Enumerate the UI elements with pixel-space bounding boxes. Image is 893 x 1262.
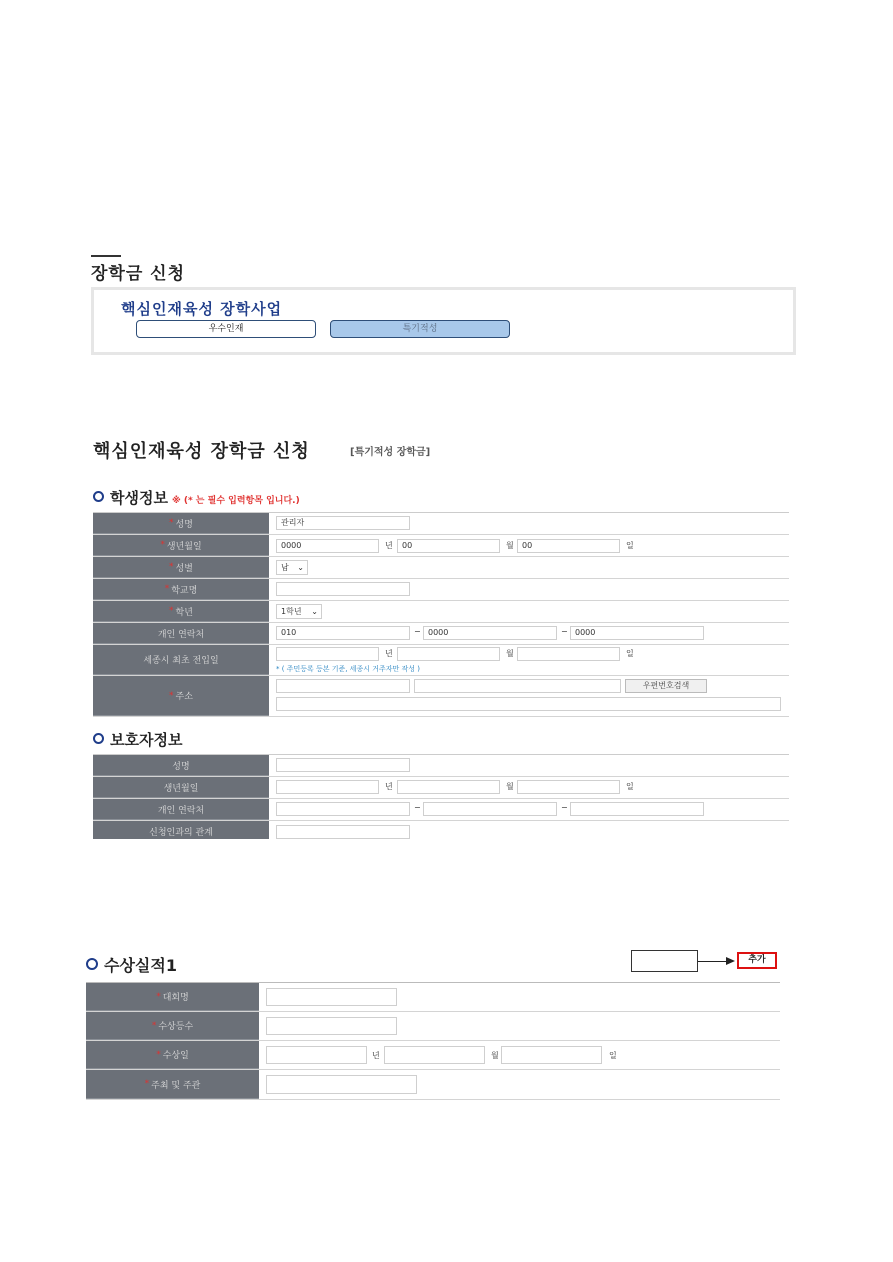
- bullet-circle-icon: [86, 958, 98, 970]
- label-grade: 학년: [175, 607, 193, 618]
- birth-day-input[interactable]: 00: [517, 539, 620, 553]
- page-title: 장학금 신청: [91, 264, 186, 284]
- table-row: * 대회명: [86, 983, 780, 1012]
- movein-hint: * ( 주민등록 등본 기준, 세종시 거주자만 작성 ): [276, 665, 420, 673]
- table-row: * 학년 1학년 ⌄: [93, 601, 789, 623]
- table-row: 개인 연락처 − −: [93, 799, 789, 821]
- table-row: [93, 821, 789, 839]
- awards-table: [86, 982, 780, 1100]
- address2-input[interactable]: [276, 697, 781, 711]
- arrow-right-icon: [726, 957, 735, 965]
- birth-month-input[interactable]: 00: [397, 539, 500, 553]
- label-award-date: 수상일: [162, 1051, 189, 1061]
- callout-box: [631, 950, 698, 972]
- gender-select[interactable]: 남 ⌄: [276, 560, 308, 575]
- phone3-input[interactable]: 0000: [570, 626, 704, 640]
- label-gender: 성별: [175, 563, 193, 574]
- label-name: 성명: [175, 519, 193, 530]
- chevron-down-icon: ⌄: [311, 607, 318, 616]
- grade-select[interactable]: 1학년 ⌄: [276, 604, 322, 619]
- birth-year-input[interactable]: 0000: [276, 539, 379, 553]
- guardian-name-input[interactable]: [276, 758, 410, 772]
- guardian-phone3-input[interactable]: [570, 802, 704, 816]
- table-row: [93, 755, 789, 777]
- bullet-circle-icon: [93, 491, 104, 502]
- label-guardian-phone: 개인 연락처: [157, 805, 205, 816]
- guardian-birth-day-input[interactable]: [517, 780, 620, 794]
- program-title: 핵심인재육성 장학사업: [121, 300, 283, 318]
- host-input[interactable]: [266, 1075, 417, 1094]
- award-rank-input[interactable]: [266, 1017, 397, 1035]
- guardian-birth-year-input[interactable]: [276, 780, 379, 794]
- table-row: * 학교명: [93, 579, 789, 601]
- student-info-table: [93, 512, 789, 717]
- label-guardian-birth: 생년월일: [163, 783, 199, 794]
- table-row: * 주최 및 주관: [86, 1070, 780, 1100]
- phone1-input[interactable]: 010: [276, 626, 410, 640]
- label-movein: 세종시 최초 전입일: [143, 656, 219, 666]
- table-row: 세종시 최초 전입일 년 월 일 * ( 주민등록 등본 기준, 세종시 거주자만 작성 ): [93, 645, 789, 676]
- zipcode-search-button[interactable]: 우편번호검색: [625, 679, 707, 693]
- title-rule: [91, 255, 121, 257]
- scholarship-type-tag: [특기적성 장학금]: [350, 447, 431, 458]
- contest-name-input[interactable]: [266, 988, 397, 1006]
- guardian-info-table: [93, 754, 789, 839]
- label-birth: 생년월일: [166, 541, 202, 552]
- address1-input[interactable]: [414, 679, 621, 693]
- arrow-line: [698, 961, 728, 962]
- name-input[interactable]: 관리자: [276, 516, 410, 530]
- phone2-input[interactable]: 0000: [423, 626, 557, 640]
- award-year-input[interactable]: [266, 1046, 367, 1064]
- guardian-phone2-input[interactable]: [423, 802, 557, 816]
- movein-month-input[interactable]: [397, 647, 500, 661]
- table-row: * 성별 남 ⌄: [93, 557, 789, 579]
- label-contest: 대회명: [162, 993, 189, 1003]
- label-school: 학교명: [171, 585, 198, 596]
- chevron-down-icon: ⌄: [297, 563, 304, 572]
- guardian-phone1-input[interactable]: [276, 802, 410, 816]
- label-guardian-relation: 신청인과의 관계: [149, 827, 213, 838]
- awards-heading: 수상실적1: [86, 953, 177, 976]
- student-info-heading: 학생정보 ※ (* 는 필수 입력항목 입니다.): [93, 487, 300, 508]
- add-award-button[interactable]: 추가: [737, 952, 777, 969]
- label-phone: 개인 연락처: [157, 629, 205, 640]
- label-guardian-name: 성명: [172, 761, 190, 772]
- tab-special-aptitude[interactable]: 특기적성: [330, 320, 510, 338]
- table-row: * 생년월일 0000 년 00 월 00 일: [93, 535, 789, 557]
- table-row: 개인 연락처 010 − 0000 − 0000: [93, 623, 789, 645]
- award-day-input[interactable]: [501, 1046, 602, 1064]
- guardian-relation-input[interactable]: [276, 825, 410, 839]
- movein-year-input[interactable]: [276, 647, 379, 661]
- table-row: * 성명 관리자: [93, 513, 789, 535]
- application-title: 핵심인재육성 장학금 신청: [93, 441, 310, 462]
- bullet-circle-icon: [93, 733, 104, 744]
- movein-day-input[interactable]: [517, 647, 620, 661]
- tab-excellent-talent[interactable]: 우수인재: [136, 320, 316, 338]
- zipcode-input[interactable]: [276, 679, 410, 693]
- label-rank: 수상등수: [158, 1022, 194, 1032]
- table-row: * 수상일 년 월 일: [86, 1041, 780, 1070]
- guardian-birth-month-input[interactable]: [397, 780, 500, 794]
- required-note: ※ (* 는 필수 입력항목 입니다.): [171, 496, 300, 506]
- award-month-input[interactable]: [384, 1046, 485, 1064]
- table-row: * 주소 우편번호검색: [93, 676, 789, 717]
- school-input[interactable]: [276, 582, 410, 596]
- label-address: 주소: [175, 692, 193, 702]
- table-row: * 수상등수: [86, 1012, 780, 1041]
- table-row: 생년월일 년 월 일: [93, 777, 789, 799]
- guardian-info-heading: 보호자정보: [93, 729, 182, 750]
- label-host: 주최 및 주관: [151, 1080, 201, 1091]
